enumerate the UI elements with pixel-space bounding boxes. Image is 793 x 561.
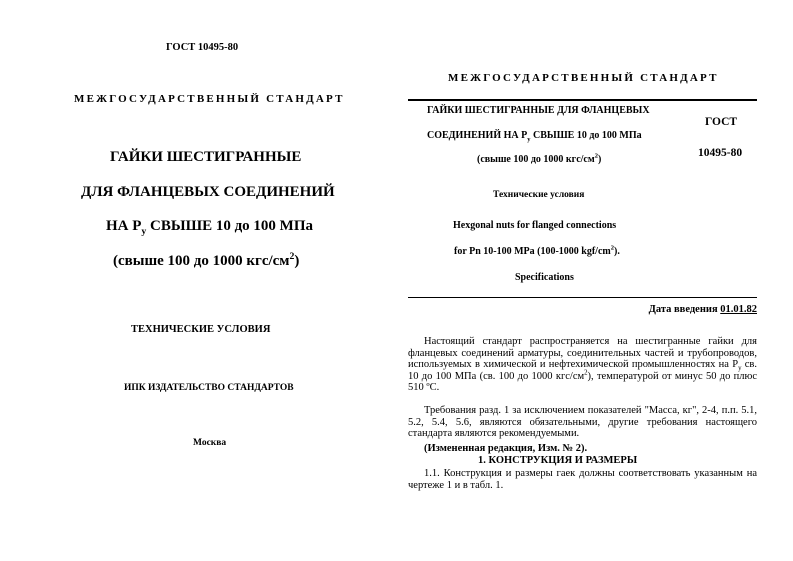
section-heading: 1. КОНСТРУКЦИЯ И РАЗМЕРЫ [478,455,638,466]
cover-title-line3: НА $Р_у$ СВЫШЕ 10 до 100 МПа [106,218,314,237]
cover-tech-conditions: ТЕХНИЧЕСКИЕ УСЛОВИЯ [131,324,271,335]
gost-label: ГОСТ [705,116,738,128]
header-bottom-rule [408,297,757,298]
gost-number: 10495-80 [698,147,743,159]
intro-date: Дата введения 01.01.82 [648,304,757,315]
scope-paragraph: Настоящий стандарт распространяется на шестигранные гайки для фланцевых соединений арматуры, соединительных частей и трубопроводов, используемых в химической и нефтехимической промышленностях на $Р_у$ св. 10 до 100 МПа (св. 100 до 1000 кгс/$см^2$), температурой от минус 50 до плюс 510 ºС. [408,336,758,393]
first-page [397,0,793,561]
cover-publisher: ИПК ИЗДАТЕЛЬСТВО СТАНДАРТОВ [124,383,294,393]
cover-title-line4: (свыше 100 до 1000 кгс/$см^2$) [113,251,300,269]
en-specs: Specifications [515,272,574,283]
en-title-line1: Hexgonal nuts for flanged connections [453,220,617,231]
gost-code: ГОСТ 10495-80 [166,42,239,53]
construction-paragraph: 1.1. Конструкция и размеры гаек должны соответствовать указанным на чертеже 1 и в табл. 1. [408,468,757,491]
cover-title-line1: ГАЙКИ ШЕСТИГРАННЫЕ [110,149,302,165]
header-top-rule [408,99,757,101]
tech-conditions: Технические условия [493,190,585,200]
standard-type-right: МЕЖГОСУДАРСТВЕННЫЙ СТАНДАРТ [448,72,719,84]
standard-type: МЕЖГОСУДАРСТВЕННЫЙ СТАНДАРТ [74,93,345,105]
ru-title-line3: (свыше 100 до 1000 кгс/$см^2$) [477,152,602,165]
cover-title-line2: ДЛЯ ФЛАНЦЕВЫХ СОЕДИНЕНИЙ [81,184,335,200]
edit-note: (Измененная редакция, Изм. № 2). [424,443,588,454]
ru-title-line1: ГАЙКИ ШЕСТИГРАННЫЕ ДЛЯ ФЛАНЦЕВЫХ [427,105,650,116]
ru-title-line2: СОЕДИНЕНИЙ НА $Р_у$ СВЫШЕ 10 до 100 МПа [427,130,642,143]
en-title-line2: for Pn 10-100 MPa (100-1000 kgf/$cm^2$). [454,244,620,257]
cover-city: Москва [193,438,227,448]
requirements-paragraph: Требования разд. 1 за исключением показателей "Масса, кг", 2-4, п.п. 5.1, 5.2, 5.4, 5.6, являются обязательными, другие требования настоящего стандарта являются рекомендуемыми. [408,405,757,439]
